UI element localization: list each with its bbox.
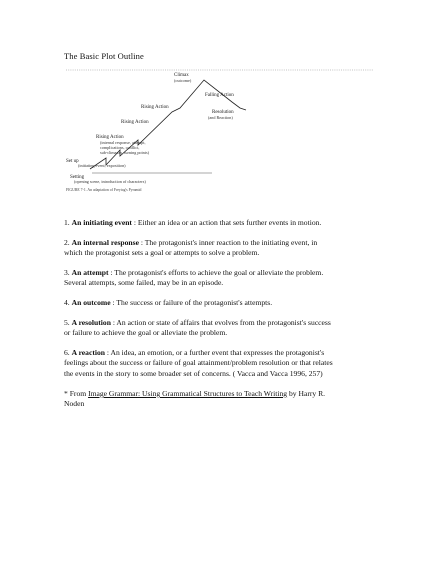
plot-pyramid-figure bbox=[62, 66, 380, 198]
plot-item-reaction bbox=[64, 348, 386, 379]
item-text-line: or failure to achieve the goal or alleviate the problem. bbox=[64, 328, 228, 338]
page-title: The Basic Plot Outline bbox=[64, 51, 144, 61]
set-up-label: Set up bbox=[66, 159, 79, 164]
item-number: 3. bbox=[64, 268, 70, 277]
resolution-label: Resolution bbox=[212, 110, 234, 115]
item-text-line: : The protagonist's efforts to achieve the goal or alleviate the problem. bbox=[108, 268, 324, 277]
item-text-line: : The success or failure of the protagonist's attempts. bbox=[110, 298, 273, 307]
item-number: 5. bbox=[64, 318, 70, 327]
item-number: 4. bbox=[64, 298, 70, 307]
plot-pyramid-diagram bbox=[62, 66, 380, 198]
rising-action-detail-2: complications, conflict, bbox=[100, 145, 140, 150]
plot-item-initiating-event bbox=[64, 218, 386, 228]
item-text-line: the events in the story to some broader set of concerns. ( Vacca and Vacca 1996, 257) bbox=[64, 368, 323, 378]
item-text-line: : The protagonist's inner reaction to the initiating event, in bbox=[138, 238, 318, 247]
rising-action-detail-3: sub-climaxes, turning points) bbox=[100, 150, 149, 155]
item-term: A reaction bbox=[71, 348, 106, 357]
item-number: 1. bbox=[64, 218, 70, 227]
item-term: An outcome bbox=[71, 298, 111, 307]
resolution-sub: (and Reaction) bbox=[208, 115, 233, 120]
rising-action-label-2: Rising Action bbox=[121, 120, 149, 125]
source-author-line: Noden bbox=[64, 399, 85, 409]
plot-item-attempt bbox=[64, 268, 386, 289]
source-citation bbox=[64, 389, 386, 410]
climax-label: Climax bbox=[174, 73, 189, 78]
falling-action-label: Falling Action bbox=[205, 93, 234, 98]
item-text-line: Several attempts, some failed, may be in an episode. bbox=[64, 278, 224, 288]
setting-sub: (opening scene, introduction of characters) bbox=[74, 179, 146, 184]
climax-sub: (outcome) bbox=[174, 78, 192, 83]
figure-caption: FIGURE 7-1. An adaptation of Freytag's Pyramid bbox=[66, 188, 142, 192]
source-prefix: * From bbox=[64, 389, 89, 398]
setting-label: Setting bbox=[70, 175, 85, 180]
plot-item-resolution bbox=[64, 318, 386, 339]
rising-action-label-3: Rising Action bbox=[96, 135, 124, 140]
item-number: 6. bbox=[64, 348, 70, 357]
rising-action-label-1: Rising Action bbox=[141, 105, 169, 110]
item-term: An attempt bbox=[71, 268, 109, 277]
item-text-line: which the protagonist sets a goal or attempts to solve a problem. bbox=[64, 248, 260, 258]
set-up-sub: (initiating event, exposition) bbox=[78, 163, 126, 168]
plot-item-internal-response bbox=[64, 238, 386, 259]
item-text-line: feelings about the success or failure of goal attainment/problem resolution or that relates bbox=[64, 358, 333, 368]
item-term: An initiating event bbox=[71, 218, 132, 227]
item-term: An internal response bbox=[71, 238, 139, 247]
source-book-link[interactable]: Image Grammar: Using Grammatical Structures to Teach Writing bbox=[88, 389, 288, 398]
source-suffix: by Harry R. bbox=[287, 389, 326, 398]
item-number: 2. bbox=[64, 238, 70, 247]
item-text-line: : Either an idea or an action that sets further events in motion. bbox=[131, 218, 322, 227]
plot-item-outcome bbox=[64, 298, 386, 308]
item-term: A resolution bbox=[71, 318, 111, 327]
item-text-line: : An idea, an emotion, or a further event that expresses the protagonist's bbox=[105, 348, 325, 357]
item-text-line: : An action or state of affairs that evolves from the protagonist's success bbox=[110, 318, 331, 327]
rising-action-detail-1: (internal response, attempt, bbox=[100, 140, 146, 145]
